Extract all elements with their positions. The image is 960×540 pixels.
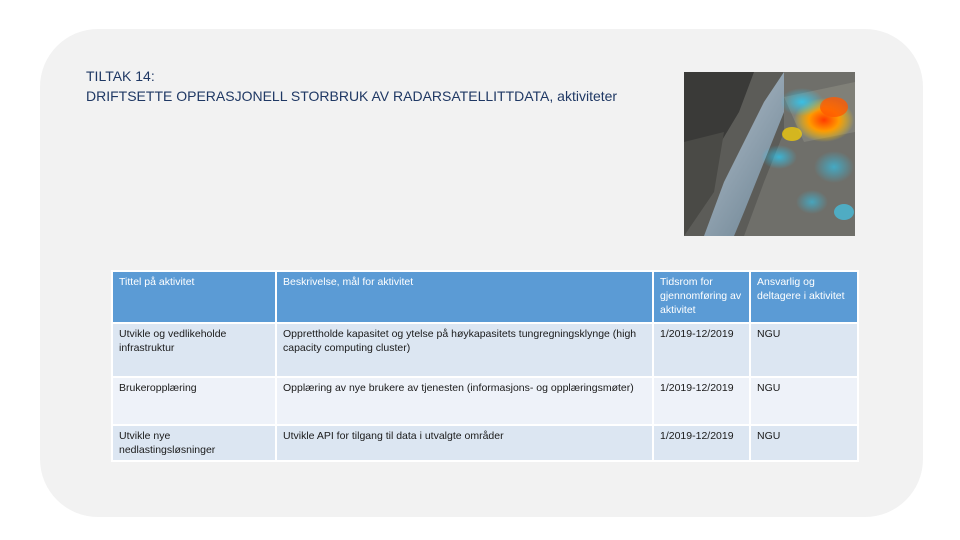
cell-description: Utvikle API for tilgang til data i utvalgte områder	[276, 425, 653, 461]
radar-satellite-image	[684, 72, 855, 236]
activities-table	[111, 270, 859, 462]
cell-responsible: NGU	[750, 425, 858, 461]
header-period: Tidsrom for gjennomføring av aktivitet	[653, 271, 750, 323]
table-row	[112, 323, 858, 377]
cell-period: 1/2019-12/2019	[653, 425, 750, 461]
cell-title: Brukeropplæring	[112, 377, 276, 425]
title-line-2: DRIFTSETTE OPERASJONELL STORBRUK AV RADARSATELLITTDATA, aktiviteter	[86, 88, 618, 104]
header-title: Tittel på aktivitet	[112, 271, 276, 323]
header-description: Beskrivelse, mål for aktivitet	[276, 271, 653, 323]
cell-description: Opplæring av nye brukere av tjenesten (informasjons- og opplæringsmøter)	[276, 377, 653, 425]
cell-period: 1/2019-12/2019	[653, 323, 750, 377]
slide-title	[86, 66, 617, 106]
title-line-1: TILTAK 14:	[86, 68, 155, 84]
table-row	[112, 425, 858, 461]
table-header-row	[112, 271, 858, 323]
header-responsible: Ansvarlig og deltagere i aktivitet	[750, 271, 858, 323]
cell-period: 1/2019-12/2019	[653, 377, 750, 425]
cell-responsible: NGU	[750, 323, 858, 377]
cell-description: Opprettholde kapasitet og ytelse på høykapasitets tungregningsklynge (high capacity computing cluster)	[276, 323, 653, 377]
cell-responsible: NGU	[750, 377, 858, 425]
cell-title: Utvikle nye nedlastingsløsninger	[112, 425, 276, 461]
cell-title: Utvikle og vedlikeholde infrastruktur	[112, 323, 276, 377]
table-row	[112, 377, 858, 425]
